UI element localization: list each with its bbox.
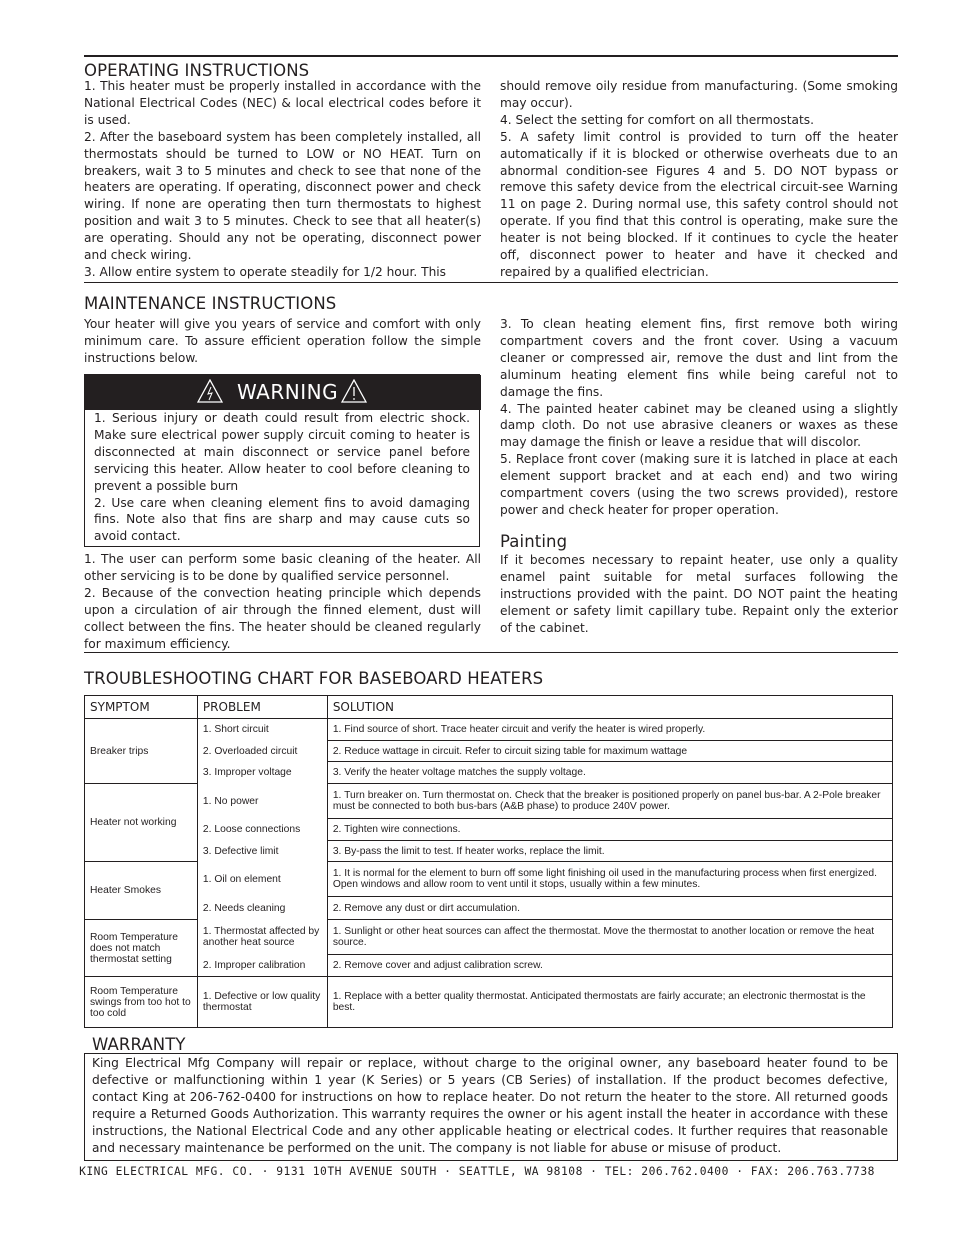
operating-title: OPERATING INSTRUCTIONS	[84, 61, 310, 80]
electric-shock-warning-icon	[197, 379, 223, 407]
problem-cell: 2. Overloaded circuit	[197, 741, 327, 762]
warranty-text: King Electrical Mfg Company will repair or replace, without charge to the original owner, any baseboard heater found to be defective or malfunctioning within 1 year (K Series) or 5 years (CB Series) of installation. If the product becomes defective, contact King at 206-762-0400 for instructions on how to replace heater. Do not return the heater to the store. All returned goods require a Returned Goods Authorization. This warranty requires the owner or his agent install the heater in accordance with these instructions, the National Electrical Code and any other applicable heating or electrical codes. It further requires that reasonable and necessary maintenance be performed on the unit. The company is not liable for abuse or misuse of product.	[92, 1056, 888, 1155]
operating-bottom-rule	[84, 282, 898, 283]
operating-paragraph: 1. This heater must be properly installed in accordance with the National Electrical Codes (NEC) & local electrical codes before it is used.	[84, 79, 481, 127]
problem-cell: 1. Oil on element	[197, 862, 327, 897]
solution-cell: 2. Remove any dust or dirt accumulation.	[327, 897, 892, 920]
operating-paragraph: 2. After the baseboard system has been completely installed, all thermostats should be turned to LOW or NO HEAT. Turn on breakers, wait 3 to 5 minutes and check to see that none of the heaters are operating. If operating, disconnect power and check wiring. If none are operating then turn thermostats to highest position and wait 3 to 5 minutes. Check to see that all heater(s) are operating. Should any not be operating, disconnect power and check wiring.	[84, 129, 481, 263]
solution-cell: 2. Reduce wattage in circuit. Refer to circuit sizing table for maximum wattage	[327, 741, 892, 762]
solution-cell: 1. Turn breaker on. Turn thermostat on. Check that the breaker is positioned properly on panel bus-bar. A 2-Pole breaker must be connected to both bus-bars (A&B phase) to produce 240V power.	[327, 784, 892, 819]
maintenance-left-column	[84, 551, 481, 652]
symptom-cell: Breaker trips	[85, 719, 198, 784]
solution-cell: 2. Remove cover and adjust calibration screw.	[327, 955, 892, 977]
painting-text: If it becomes necessary to repaint heater, use only a quality enamel paint suitable for metal surfaces following the instructions provided with the paint. DO NOT paint the heating element or safety limit capillary tube. Repaint only the exterior of the cabinet.	[500, 553, 898, 635]
exclamation-warning-icon	[341, 379, 367, 407]
maintenance-paragraph: 2. Because of the convection heating principle which depends upon a circulation of air through the finned element, dust will collect between the fins. The heater should be cleaned regularly for maximum efficiency.	[84, 585, 481, 651]
problem-cell: 3. Improper voltage	[197, 762, 327, 784]
solution-cell: 1. Find source of short. Trace heater circuit and verify the heater is wired properly.	[327, 719, 892, 741]
operating-paragraph: 5. A safety limit control is provided to turn off the heater automatically if it is blocked or otherwise overheats due to an abnormal condition-see Figures 4 and 5. DO NOT bypass or remove this safety device from the electrical circuit-see Warning 11 on page 2. During normal use, this safety control should not operate. If you find that this control is operating, make sure the heater is not being blocked. If it continues to cycle the heater off, disconnect power to heater and have it checked and repaired by a qualified electrician.	[500, 129, 898, 279]
footer-contact: KING ELECTRICAL MFG. CO. · 9131 10TH AVENUE SOUTH · SEATTLE, WA 98108 · TEL: 206.762.0400 · FAX: 206.763.7738	[79, 1165, 875, 1178]
maintenance-right-column	[500, 316, 898, 519]
table-row	[85, 920, 893, 955]
maintenance-paragraph: 3. To clean heating element fins, first remove both wiring compartment covers and the front cover. Using a vacuum cleaner or compressed air, remove the dust and lint from the aluminum heating element fins while being careful not to damage the fins.	[500, 317, 898, 399]
problem-cell: 2. Needs cleaning	[197, 897, 327, 920]
table-header-row	[85, 696, 893, 719]
troubleshooting-table	[84, 695, 893, 1028]
problem-cell: 1. No power	[197, 784, 327, 819]
table-row	[85, 977, 893, 1028]
symptom-cell: Heater not working	[85, 784, 198, 862]
table-row	[85, 897, 893, 920]
painting-column	[500, 552, 898, 637]
solution-cell: 1. Sunlight or other heat sources can affect the thermostat. Move the thermostat to another location or remove the heat source.	[327, 920, 892, 955]
problem-cell: 1. Short circuit	[197, 719, 327, 741]
warning-item: 1. Serious injury or death could result from electric shock. Make sure electrical power supply circuit coming to heater is disconnected at main disconnect or service panel before servicing this heater. Allow heater to cool before cleaning to prevent a possible burn	[94, 411, 470, 493]
troubleshooting-title: TROUBLESHOOTING CHART FOR BASEBOARD HEATERS	[84, 669, 544, 688]
solution-cell: 1. It is normal for the element to burn off some light finishing oil used in the manufacturing process when first energized. Open windows and allow room to vent until it stops, usually within a few minutes.	[327, 862, 892, 897]
maintenance-paragraph: 1. The user can perform some basic cleaning of the heater. All other servicing is to be done by qualified service personnel.	[84, 552, 481, 583]
operating-paragraph: should remove oily residue from manufacturing. (Some smoking may occur).	[500, 79, 898, 110]
solution-cell: 3. Verify the heater voltage matches the supply voltage.	[327, 762, 892, 784]
problem-cell: 1. Defective or low quality thermostat	[197, 977, 327, 1028]
problem-cell: 2. Loose connections	[197, 819, 327, 841]
solution-cell: 2. Tighten wire connections.	[327, 819, 892, 841]
maintenance-intro-text: Your heater will give you years of service and comfort with only minimum care. To assure efficient operation follow the simple instructions below.	[84, 317, 481, 365]
table-row	[85, 719, 893, 741]
symptom-cell: Room Temperature does not match thermostat setting	[85, 920, 198, 977]
table-row	[85, 784, 893, 819]
symptom-cell: Room Temperature swings from too hot to too cold	[85, 977, 198, 1028]
table-row	[85, 955, 893, 977]
top-rule	[84, 55, 898, 57]
solution-header: SOLUTION	[327, 696, 892, 719]
operating-right-column	[500, 78, 898, 281]
operating-paragraph: 4. Select the setting for comfort on all thermostats.	[500, 112, 814, 127]
warning-header	[85, 375, 481, 410]
operating-paragraph: 3. Allow entire system to operate steadily for 1/2 hour. This	[84, 264, 447, 279]
table-row	[85, 819, 893, 841]
maintenance-paragraph: 5. Replace front cover (making sure it is latched in place at each element support bracket and at each end) and two wiring compartment covers (using the two screws provided), restore power and check heater for proper operation.	[500, 452, 898, 517]
maintenance-intro	[84, 316, 481, 367]
warning-item: 2. Use care when cleaning element fins to avoid damaging fins. Note also that fins are sharp and may cause cuts so avoid contact.	[94, 495, 470, 544]
warning-title: WARNING	[237, 380, 339, 404]
maintenance-paragraph: 4. The painted heater cabinet may be cleaned using a slightly damp cloth. Do not use abrasive cleaners or waxes as these may damage the finish or leave a residue that will discolor.	[500, 401, 898, 450]
table-row	[85, 741, 893, 762]
operating-left-column	[84, 78, 481, 281]
problem-cell: 1. Thermostat affected by another heat source	[197, 920, 327, 955]
painting-title: Painting	[500, 532, 568, 551]
symptom-header: SYMPTOM	[85, 696, 198, 719]
warning-body	[94, 410, 470, 545]
problem-cell: 3. Defective limit	[197, 841, 327, 862]
warranty-title: WARRANTY	[92, 1035, 186, 1054]
solution-cell: 1. Replace with a better quality thermostat. Anticipated thermostats are fairly accurate; an electronic thermostat is the best.	[327, 977, 892, 1028]
problem-header: PROBLEM	[197, 696, 327, 719]
table-row	[85, 762, 893, 784]
problem-cell: 2. Improper calibration	[197, 955, 327, 977]
maintenance-title: MAINTENANCE INSTRUCTIONS	[84, 294, 337, 313]
symptom-cell: Heater Smokes	[85, 862, 198, 920]
solution-cell: 3. By-pass the limit to test. If heater works, replace the limit.	[327, 841, 892, 862]
table-row	[85, 841, 893, 862]
table-row	[85, 862, 893, 897]
